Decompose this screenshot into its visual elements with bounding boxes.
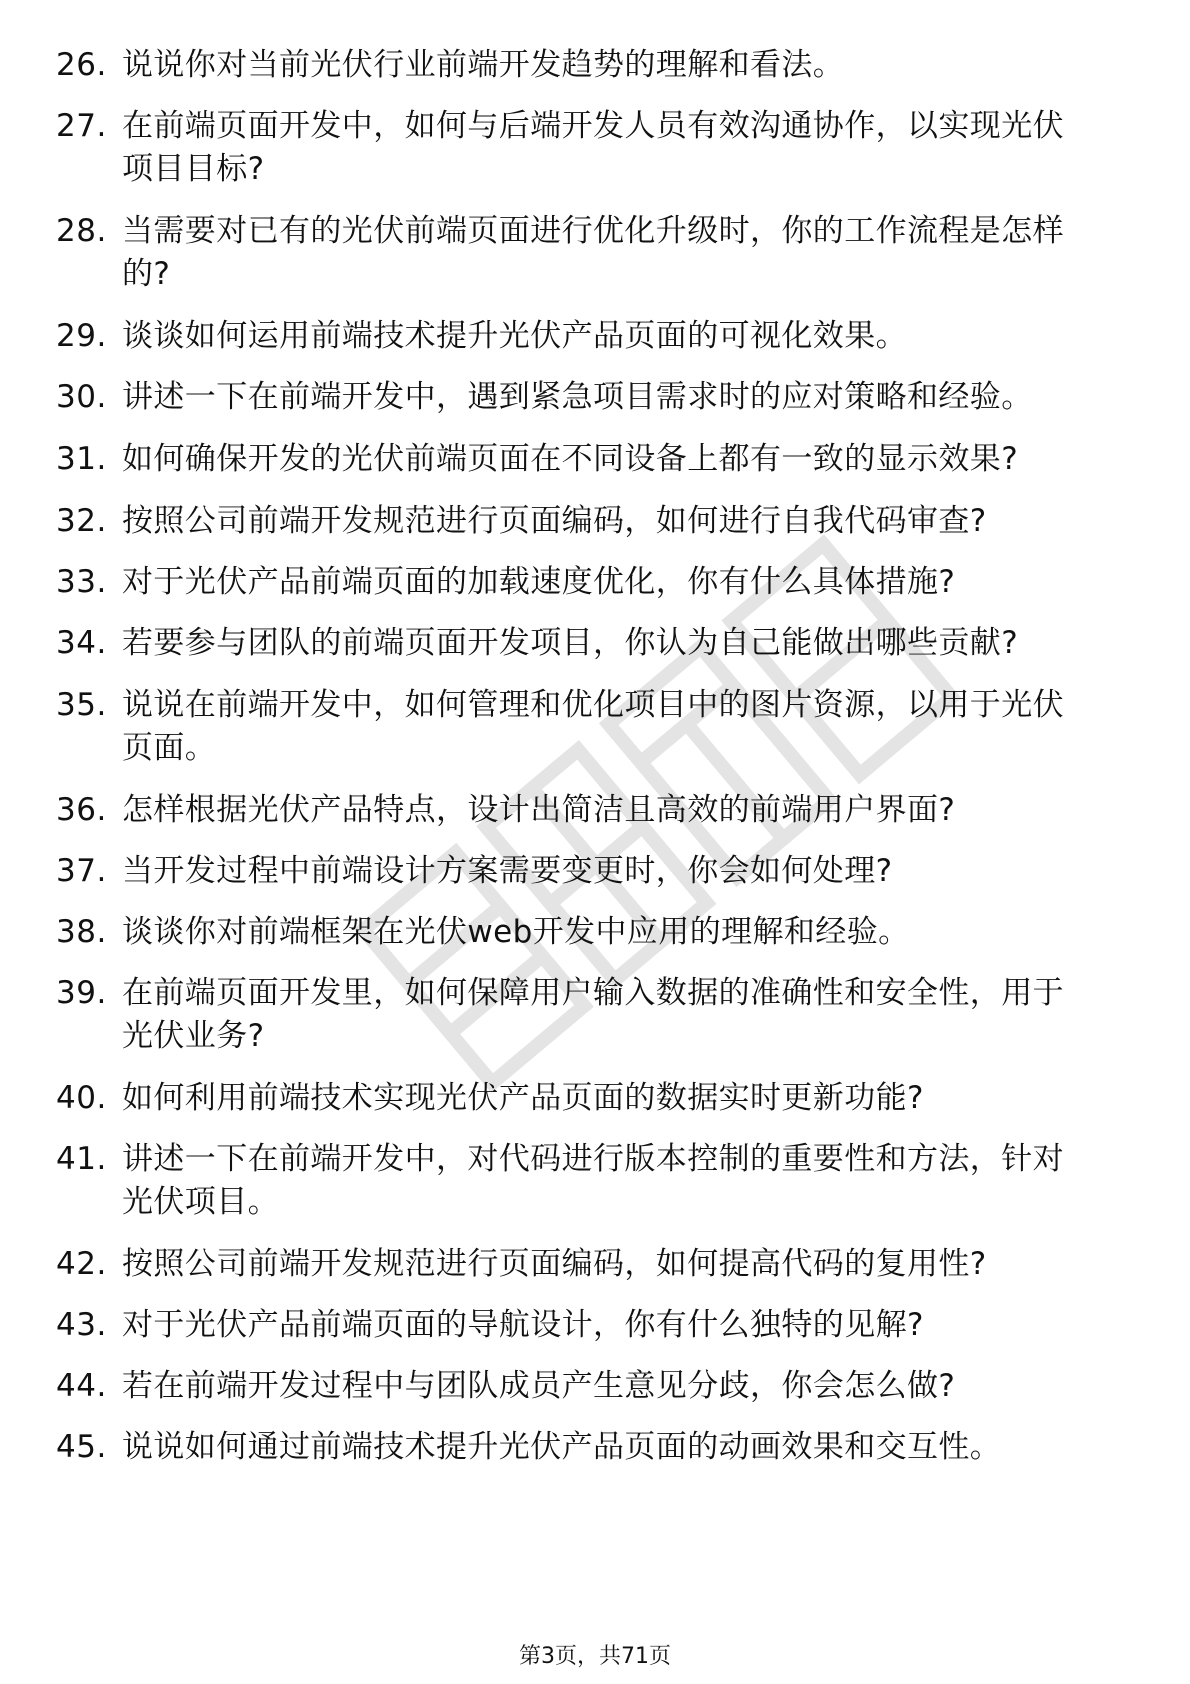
question-item: [56, 210, 1136, 296]
question-item: [56, 315, 1136, 358]
question-text: 当开发过程中前端设计方案需要变更时，你会如何处理?: [122, 853, 893, 889]
question-item: [56, 1304, 1136, 1347]
question-text: 当需要对已有的光伏前端页面进行优化升级时，你的工作流程是怎样的?: [122, 213, 1064, 292]
question-text: 按照公司前端开发规范进行页面编码，如何提高代码的复用性?: [122, 1246, 987, 1282]
question-text: 谈谈你对前端框架在光伏web开发中应用的理解和经验。: [122, 914, 910, 950]
question-item: [56, 972, 1136, 1058]
question-text: 若要参与团队的前端页面开发项目，你认为自己能做出哪些贡献?: [122, 625, 1019, 661]
question-number: 33.: [56, 564, 107, 600]
question-item: [56, 500, 1136, 543]
question-item: [56, 1138, 1136, 1224]
question-text: 如何利用前端技术实现光伏产品页面的数据实时更新功能?: [122, 1080, 924, 1116]
question-item: [56, 438, 1136, 481]
question-text: 怎样根据光伏产品特点，设计出简洁且高效的前端用户界面?: [122, 792, 956, 828]
question-item: [56, 105, 1136, 191]
question-item: [56, 376, 1136, 419]
question-item: [56, 911, 1136, 954]
question-number: 42.: [56, 1246, 107, 1282]
question-item: [56, 622, 1136, 665]
question-text: 讲述一下在前端开发中，遇到紧急项目需求时的应对策略和经验。: [122, 379, 1033, 415]
question-text: 说说在前端开发中，如何管理和优化项目中的图片资源，以用于光伏页面。: [122, 687, 1064, 766]
question-number: 27.: [56, 108, 107, 144]
question-number: 44.: [56, 1368, 107, 1404]
question-list: [56, 44, 1136, 1487]
question-item: [56, 1243, 1136, 1286]
question-number: 39.: [56, 975, 107, 1011]
question-number: 37.: [56, 853, 107, 889]
question-number: 30.: [56, 379, 107, 415]
question-item: [56, 789, 1136, 832]
question-number: 28.: [56, 213, 107, 249]
question-number: 36.: [56, 792, 107, 828]
question-number: 40.: [56, 1080, 107, 1116]
question-number: 32.: [56, 503, 107, 539]
page-indicator: 第3页，共71页: [519, 1644, 671, 1669]
question-item: [56, 1365, 1136, 1408]
question-number: 29.: [56, 318, 107, 354]
question-number: 35.: [56, 687, 107, 723]
question-item: [56, 1426, 1136, 1469]
question-number: 45.: [56, 1429, 107, 1465]
question-number: 31.: [56, 441, 107, 477]
question-text: 在前端页面开发中，如何与后端开发人员有效沟通协作，以实现光伏项目目标?: [122, 108, 1064, 187]
question-number: 34.: [56, 625, 107, 661]
question-text: 在前端页面开发里，如何保障用户输入数据的准确性和安全性，用于光伏业务?: [122, 975, 1064, 1054]
question-number: 43.: [56, 1307, 107, 1343]
question-text: 如何确保开发的光伏前端页面在不同设备上都有一致的显示效果?: [122, 441, 1019, 477]
question-text: 谈谈如何运用前端技术提升光伏产品页面的可视化效果。: [122, 318, 907, 354]
question-number: 38.: [56, 914, 107, 950]
question-text: 对于光伏产品前端页面的导航设计，你有什么独特的见解?: [122, 1307, 924, 1343]
question-item: [56, 561, 1136, 604]
question-text: 对于光伏产品前端页面的加载速度优化，你有什么具体措施?: [122, 564, 956, 600]
question-item: [56, 44, 1136, 87]
question-item: [56, 850, 1136, 893]
question-number: 41.: [56, 1141, 107, 1177]
question-number: 26.: [56, 47, 107, 83]
question-text: 若在前端开发过程中与团队成员产生意见分歧，你会怎么做?: [122, 1368, 956, 1404]
question-text: 说说如何通过前端技术提升光伏产品页面的动画效果和交互性。: [122, 1429, 1002, 1465]
question-text: 按照公司前端开发规范进行页面编码，如何进行自我代码审查?: [122, 503, 987, 539]
question-item: [56, 1077, 1136, 1120]
question-item: [56, 684, 1136, 770]
question-text: 讲述一下在前端开发中，对代码进行版本控制的重要性和方法，针对光伏项目。: [122, 1141, 1064, 1220]
question-text: 说说你对当前光伏行业前端开发趋势的理解和看法。: [122, 47, 845, 83]
